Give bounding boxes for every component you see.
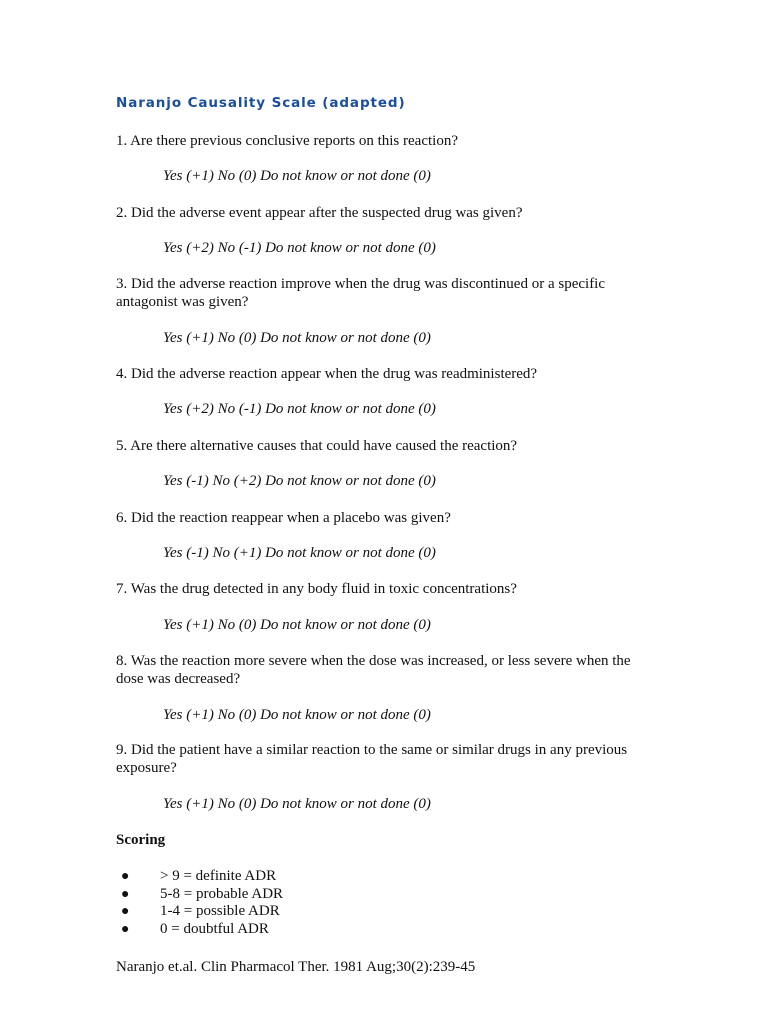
question-9: 9. Did the patient have a similar reaction to the same or similar drugs in any previous exposure?: [116, 742, 628, 776]
question-4: 4. Did the adverse reaction appear when the drug was readministered?: [116, 366, 538, 382]
scoring-item: [116, 868, 283, 886]
bullet-icon: ●: [121, 921, 130, 937]
bullet-icon: ●: [121, 904, 130, 919]
scoring-item: [116, 921, 283, 939]
scoring-item: [116, 886, 283, 904]
citation: Naranjo et.al. Clin Pharmacol Ther. 1981 Aug;30(2):239-45: [116, 959, 476, 975]
question-8: 8. Was the reaction more severe when the dose was increased, or less severe when the dose was decreased?: [116, 653, 631, 687]
answer-options-1: Yes (+1) No (0) Do not know or not done (0): [163, 168, 431, 184]
answer-options-5: Yes (-1) No (+2) Do not know or not done (0): [163, 473, 436, 489]
scoring-heading: Scoring: [116, 832, 166, 848]
answer-options-2: Yes (+2) No (-1) Do not know or not done (0): [163, 240, 436, 256]
scoring-item-label: 0 = doubtful ADR: [160, 920, 269, 937]
question-1: 1. Are there previous conclusive reports on this reaction?: [116, 133, 458, 149]
bullet-icon: ●: [121, 886, 130, 902]
document-title: Naranjo Causality Scale (adapted): [116, 95, 406, 111]
question-2: 2. Did the adverse event appear after the suspected drug was given?: [116, 205, 523, 221]
answer-options-3: Yes (+1) No (0) Do not know or not done (0): [163, 330, 431, 346]
question-5: 5. Are there alternative causes that could have caused the reaction?: [116, 438, 518, 454]
scoring-item: [116, 903, 283, 921]
scoring-item-label: > 9 = definite ADR: [160, 868, 277, 884]
question-6: 6. Did the reaction reappear when a placebo was given?: [116, 510, 451, 526]
answer-options-7: Yes (+1) No (0) Do not know or not done (0): [163, 617, 431, 633]
scoring-item-label: 5-8 = probable ADR: [160, 885, 284, 902]
answer-options-9: Yes (+1) No (0) Do not know or not done (0): [163, 796, 431, 812]
answer-options-4: Yes (+2) No (-1) Do not know or not done (0): [163, 401, 436, 417]
question-3: 3. Did the adverse reaction improve when the drug was discontinued or a specific antagonist was given?: [116, 276, 606, 310]
question-7: 7. Was the drug detected in any body fluid in toxic concentrations?: [116, 581, 517, 597]
bullet-icon: ●: [121, 869, 130, 884]
scoring-item-label: 1-4 = possible ADR: [160, 903, 280, 919]
answer-options-6: Yes (-1) No (+1) Do not know or not done (0): [163, 545, 436, 561]
scoring-list: [116, 868, 283, 938]
answer-options-8: Yes (+1) No (0) Do not know or not done (0): [163, 707, 431, 723]
